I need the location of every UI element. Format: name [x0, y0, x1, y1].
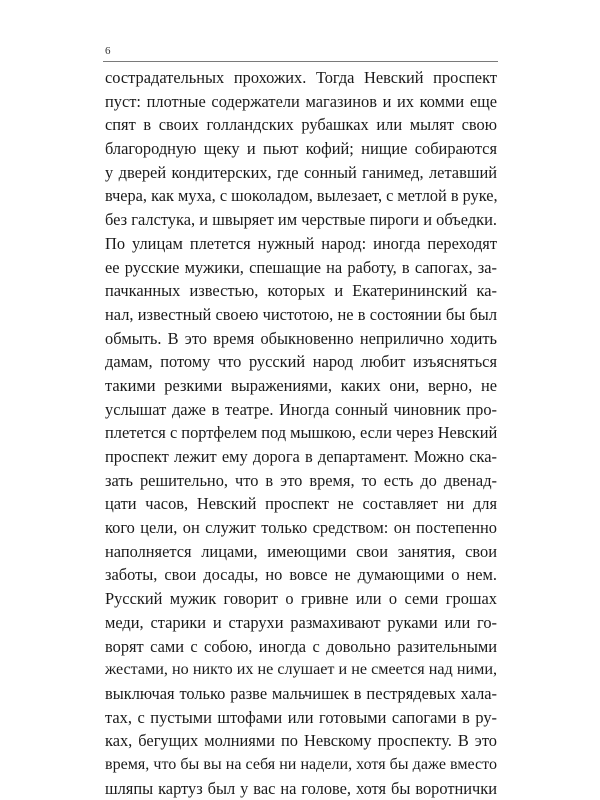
text-line: жестами, но никто их не слушает и не смеется над ними, — [105, 661, 497, 679]
text-line: время, что бы вы на себя ни надели, хотя бы даже вместо — [105, 755, 497, 773]
text-line: заботы, свои досады, но вовсе не думающими о нем. — [105, 565, 497, 585]
text-line: зать решительно, что в это время, то есть до двенад- — [105, 470, 497, 490]
header-rule — [103, 61, 498, 62]
text-line: услышат даже в театре. Иногда сонный чиновник про- — [105, 399, 497, 419]
text-line: пачканных известью, которых и Екатерининский ка- — [105, 281, 497, 301]
text-line: цати часов, Невский проспект не составляет ни для — [105, 494, 497, 514]
text-line: тах, с пустыми штофами или готовыми сапогами в ру- — [105, 707, 497, 727]
text-line: нал, известный своею чистотою, не в состоянии бы был — [105, 304, 497, 324]
text-line: ее русские мужики, спешащие на работу, в сапогах, за- — [105, 257, 497, 277]
text-line: проспект лежит ему дорога в департамент. Можно ска- — [105, 447, 497, 466]
text-line: Русский мужик говорит о гривне или о семи грошах — [105, 589, 497, 609]
text-line: спят в своих голландских рубашках или мылят свою — [105, 115, 497, 135]
text-line: плетется с портфелем под мышкою, если через Невский — [105, 423, 498, 443]
text-line: меди, старики и старухи размахивают руками или го- — [105, 612, 497, 632]
text-line: вчера, как муха, с шоколадом, вылезает, с метлой в руке, — [105, 186, 498, 206]
text-line: благородную щеку и пьют кофий; нищие собираются — [105, 139, 497, 159]
text-line: По улицам плетется нужный народ: иногда переходят — [105, 233, 497, 253]
text-line: обмыть. В это время обыкновенно неприлично ходить — [105, 328, 497, 348]
page-header — [103, 44, 498, 64]
text-line: пуст: плотные содержатели магазинов и их комми еще — [105, 91, 497, 111]
text-line: наполняется лицами, имеющими свои занятия, свои — [105, 541, 497, 561]
text-line: выключая только разве мальчишек в пестрядевых хала- — [105, 683, 497, 703]
body-text — [105, 66, 497, 800]
text-line: кого цели, он служит только средством: он постепенно — [105, 518, 497, 538]
text-line: шляпы картуз был у вас на голове, хотя бы воротнички — [105, 778, 497, 798]
text-line: ворят сами с собою, иногда с довольно разительными — [105, 636, 497, 656]
page-number: 6 — [105, 45, 111, 57]
text-line: ках, бегущих молниями по Невскому проспекту. В это — [105, 731, 497, 751]
text-line: без галстука, и швыряет им черствые пироги и объедки. — [105, 210, 497, 230]
text-line: дамам, потому что русский народ любит изъясняться — [105, 352, 497, 372]
text-line: такими резкими выражениями, каких они, верно, не — [105, 375, 497, 395]
text-line: сострадательных прохожих. Тогда Невский проспект — [105, 68, 497, 87]
text-line: у дверей кондитерских, где сонный ганимед, летавший — [105, 162, 497, 182]
